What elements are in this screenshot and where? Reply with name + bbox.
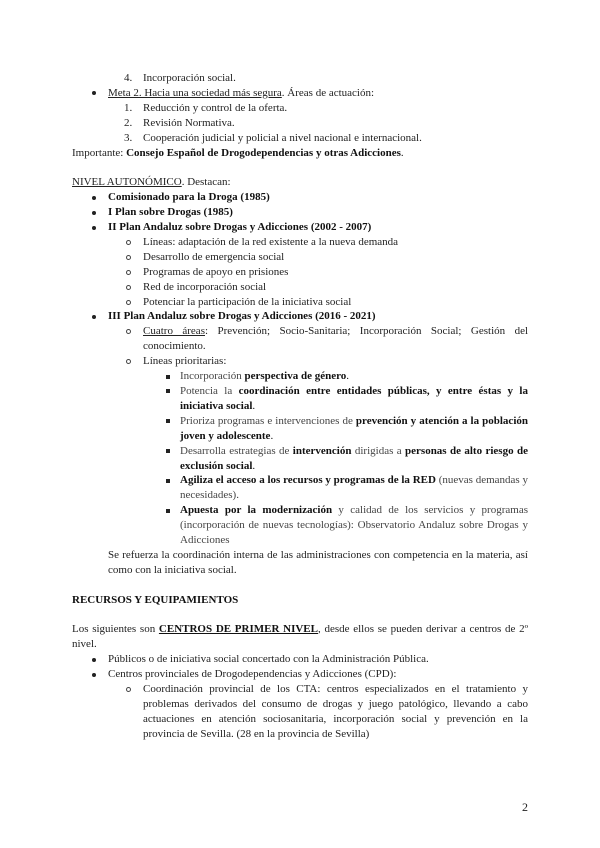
list-item (72, 682, 528, 742)
circle-bullet-icon (126, 354, 131, 369)
list-item (72, 116, 528, 131)
section-heading (72, 593, 528, 608)
list-item (72, 473, 528, 503)
item-text: Públicos o de iniciativa social concertado con la Administración Pública. (108, 653, 429, 666)
bullet-icon (92, 190, 96, 205)
bullet-icon (92, 205, 96, 220)
item-text: II Plan Andaluz sobre Drogas y Adicciones (2002 - 2007) (108, 221, 372, 234)
item-text: Reducción y control de la oferta. (143, 101, 288, 114)
text: Desarrolla estrategias de (180, 444, 293, 457)
bold-text: Agiliza el acceso a los recursos y programas de la RED (180, 474, 436, 487)
circle-bullet-icon (126, 235, 131, 250)
list-item (72, 71, 528, 86)
circle-bullet-icon (126, 324, 131, 339)
bold-text: intervención (292, 444, 352, 457)
list-item (72, 503, 528, 548)
list-item (72, 384, 528, 414)
list-item (72, 101, 528, 116)
spacer (72, 578, 528, 593)
bold-text: prevención y atención a la población joven y adolescente (180, 414, 528, 442)
item-text: Incorporación social. (143, 72, 236, 84)
item-text: Líneas: adaptación de la red existente a la nueva demanda (143, 235, 399, 248)
item-text: III Plan Andaluz sobre Drogas y Adicciones (2016 - 2021) (108, 310, 376, 323)
text: y calidad de los servicios y programas (incorporación de nuevas tecnologías): Observatorio Andaluz sobre Drogas y Adicciones (180, 504, 528, 547)
important-value: Consejo Español de Drogodependencias y otras Adicciones (126, 146, 401, 159)
circle-bullet-icon (126, 682, 131, 697)
punctuation: . (400, 146, 404, 159)
bold-underlined-text: CENTROS DE PRIMER NIVEL (158, 623, 318, 636)
autonomico-title: NIVEL AUTONÓMICO (72, 176, 182, 189)
list-item (72, 667, 528, 682)
circle-bullet-icon (126, 265, 131, 280)
page-content (72, 71, 528, 742)
spacer (72, 160, 528, 175)
page-number: 2 (522, 800, 528, 814)
list-item-meta2 (72, 86, 528, 101)
spacer (72, 608, 528, 623)
list-number: 2. (124, 116, 133, 129)
text: . (252, 459, 256, 472)
bold-text: personas de alto riesgo de exclusión social (180, 444, 528, 472)
list-item (72, 652, 528, 667)
list-item (72, 250, 528, 265)
text: (nuevas demandas y necesidades). (180, 474, 528, 502)
square-bullet-icon (166, 384, 170, 399)
item-text: Centros provinciales de Drogodependencias y Adicciones (CPD): (108, 668, 397, 681)
item-text: : Prevención; Socio-Sanitaria; Incorporación Social; Gestión del conocimiento. (143, 325, 529, 353)
item-text: Red de incorporación social (143, 280, 267, 293)
item-text: Líneas prioritarias: (143, 355, 227, 368)
bold-text: coordinación entre entidades públicas, y entre éstas y la iniciativa social (180, 385, 528, 412)
list-item (72, 265, 528, 280)
circle-bullet-icon (126, 250, 131, 265)
item-text: Comisionado para la Droga (1985) (108, 191, 270, 204)
item-text: I Plan sobre Drogas (1985) (108, 206, 233, 219)
autonomico-after: . Destacan: (181, 176, 231, 189)
bullet-icon (92, 667, 96, 682)
square-bullet-icon (166, 473, 170, 488)
list-item (72, 280, 528, 295)
circle-bullet-icon (126, 280, 131, 295)
list-item (72, 444, 528, 474)
list-item (72, 190, 528, 205)
list-item (72, 414, 528, 444)
square-bullet-icon (166, 414, 170, 429)
list-item (72, 131, 528, 146)
item-text: Revisión Normativa. (143, 116, 235, 129)
closing-paragraph: Se refuerza la coordinación interna de las administraciones con competencia en la materia, así como con la iniciativa social. (108, 548, 528, 576)
important-label: Importante: (72, 146, 127, 159)
list-item (72, 369, 528, 384)
list-item (72, 354, 528, 369)
text: , desde ellos se pueden derivar a centros de 2º nivel. (72, 623, 528, 651)
bullet-icon (92, 220, 96, 235)
list-number: 3. (124, 131, 133, 144)
recursos-heading: RECURSOS Y EQUIPAMIENTOS (72, 593, 239, 606)
text: Prioriza programas e intervenciones de (180, 414, 356, 427)
text: dirigidas a (351, 444, 406, 457)
item-text: Programas de apoyo en prisiones (143, 265, 289, 278)
list-item-plan3 (72, 309, 528, 324)
list-number: 4. (124, 72, 133, 84)
text: Los siguientes son (72, 623, 159, 636)
square-bullet-icon (166, 444, 170, 459)
bullet-icon (92, 652, 96, 667)
text: Incorporación (180, 370, 245, 383)
item-text: Desarrollo de emergencia social (143, 250, 285, 263)
circle-bullet-icon (126, 295, 131, 310)
list-item (72, 235, 528, 250)
item-text: Cooperación judicial y policial a nivel nacional e internacional. (143, 131, 422, 144)
item-text: Potenciar la participación de la iniciativa social (143, 295, 352, 308)
list-item (72, 220, 528, 235)
meta2-after: . Áreas de actuación: (281, 86, 375, 99)
text: Potencia la (180, 385, 239, 398)
list-item (72, 295, 528, 310)
important-note (72, 146, 528, 161)
intro-paragraph (72, 622, 528, 652)
square-bullet-icon (166, 503, 170, 518)
bullet-icon (92, 309, 96, 324)
areas-label: Cuatro áreas (143, 325, 205, 338)
list-number: 1. (124, 101, 133, 114)
bold-text: perspectiva de género (244, 370, 347, 383)
autonomico-heading (72, 175, 528, 190)
list-item (72, 205, 528, 220)
meta2-title: Meta 2. Hacia una sociedad más segura (108, 86, 282, 99)
item-text: Coordinación provincial de los CTA: centros especializados en el tratamiento y problemas derivados del consumo de drogas y juego patológico, llevando a cabo actuaciones en atención sociosanitaria, incorporación social y prevención en la provincia de Sevilla. (28 en la provincia de Sevilla) (143, 683, 528, 740)
text: . (270, 429, 274, 442)
bullet-icon (92, 86, 96, 101)
list-item (72, 324, 528, 354)
bold-text: Apuesta por la modernización (180, 504, 333, 517)
square-bullet-icon (166, 369, 170, 384)
text: . (346, 370, 350, 383)
text: . (252, 399, 256, 412)
